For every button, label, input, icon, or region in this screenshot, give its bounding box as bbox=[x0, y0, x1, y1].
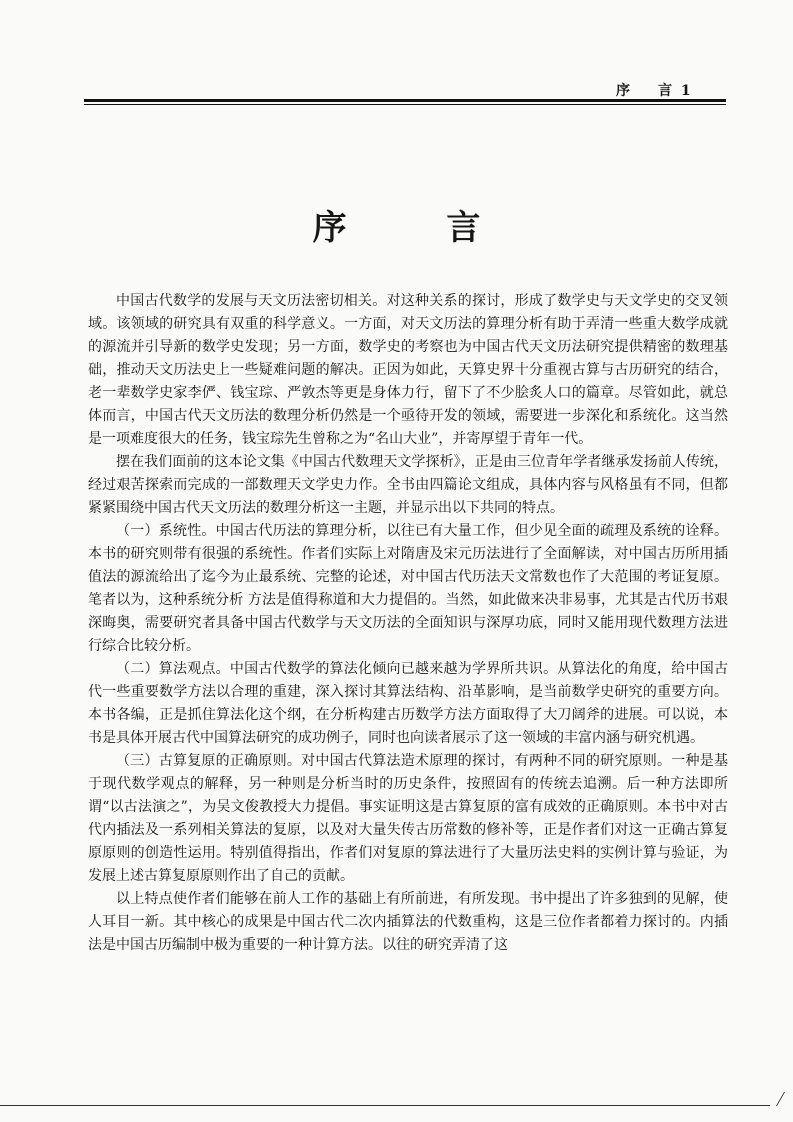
header-rule-thick bbox=[84, 99, 726, 102]
page-title: 序 言 bbox=[312, 208, 525, 248]
corner-mark bbox=[754, 1092, 785, 1106]
header-rule-thin bbox=[84, 104, 726, 105]
paragraph: （三）古算复原的正确原则。对中国古代算法造术原理的探讨，有两种不同的研究原则。一种是基于现代数学观点的解释，另一种则是分析当时的历史条件，按照固有的传统去追溯。后一种方法即所谓“以古法演之”，为吴文俊教授大力提倡。事实证明这是古算复原的富有成效的正确原则。本书中对古代内插法及一系列相关算法的复原，以及对大量失传古历常数的修补等，正是作者们对这一正确古算复原原则的创造性运用。特别值得指出，作者们对复原的算法进行了大量历法史料的实例计算与验证，为发展上述古算复原原则作出了自己的贡献。 bbox=[88, 753, 728, 884]
paragraph: （一）系统性。中国古代历法的算理分析，以往已有大量工作，但少见全面的疏理及系统的诠释。本书的研究则带有很强的系统性。作者们实际上对隋唐及宋元历法进行了全面解读，对中国古历所用插值法的源流给出了迄今为止最系统、完整的论述，对中国古代历法天文常数也作了大范围的考证复原。笔者以为，这种系统分析 方法是值得称道和大力提倡的。当然，如此做来决非易事，尤其是古代历书艰深晦奥，需要研究者具备中国古代数学与天文历法的全面知识与深厚功底，同时又能用现代数理方法进行综合比较分析。 bbox=[88, 523, 728, 654]
footer-rule bbox=[0, 1105, 770, 1106]
running-head bbox=[616, 80, 693, 100]
paragraph: （二）算法观点。中国古代数学的算法化倾向已越来越为学界所共识。从算法化的角度，给中国古代一些重要数学方法以合理的重建，深入探讨其算法结构、沿革影响，是当前数学史研究的重要方向。本书各编，正是抓住算法化这个纲，在分析构建古历数学方法方面取得了大刀阔斧的进展。可以说，本书是具体开展古代中国算法研究的成功例子，同时也向读者展示了这一领域的丰富内涵与研究机遇。 bbox=[88, 661, 728, 746]
body-text bbox=[88, 290, 728, 957]
paragraph: 摆在我们面前的这本论文集《中国古代数理天文学探析》，正是由三位青年学者继承发扬前人传统，经过艰苦探索而完成的一部数理天文学史力作。全书由四篇论文组成，具体内容与风格虽有不同，但都紧紧围绕中国古代天文历法的数理分析这一主题，并显示出以下共同的特点。 bbox=[88, 454, 728, 516]
paragraph: 中国古代数学的发展与天文历法密切相关。对这种关系的探讨，形成了数学史与天文学史的交叉领域。该领域的研究具有双重的科学意义。一方面，对天文历法的算理分析有助于弄清一些重大数学成就的源流并引导新的数学史发现；另一方面，数学史的考察也为中国古代天文历法研究提供精密的数理基础，推动天文历法史上一些疑难问题的解决。正因为如此，天算史界十分重视古算与古历研究的结合，老一辈数学史家李俨、钱宝琮、严敦杰等更是身体力行，留下了不少脍炙人口的篇章。尽管如此，就总体而言，中国古代天文历法的数理分析仍然是一个亟待开发的领域，需要进一步深化和系统化。这当然是一项难度很大的任务，钱宝琮先生曾称之为“名山大业”，并寄厚望于青年一代。 bbox=[88, 293, 728, 447]
running-head-title-1: 序 bbox=[616, 83, 632, 99]
paragraph: 以上特点使作者们能够在前人工作的基础上有所前进，有所发现。书中提出了许多独到的见解，使人耳目一新。其中核心的成果是中国古代二次内插算法的代数重构，这是三位作者都着力探讨的。内插法是中国古历编制中极为重要的一种计算方法。以往的研究弄清了这 bbox=[88, 891, 728, 953]
page-number: 1 bbox=[680, 83, 693, 99]
running-head-title-2: 言 bbox=[658, 83, 674, 99]
